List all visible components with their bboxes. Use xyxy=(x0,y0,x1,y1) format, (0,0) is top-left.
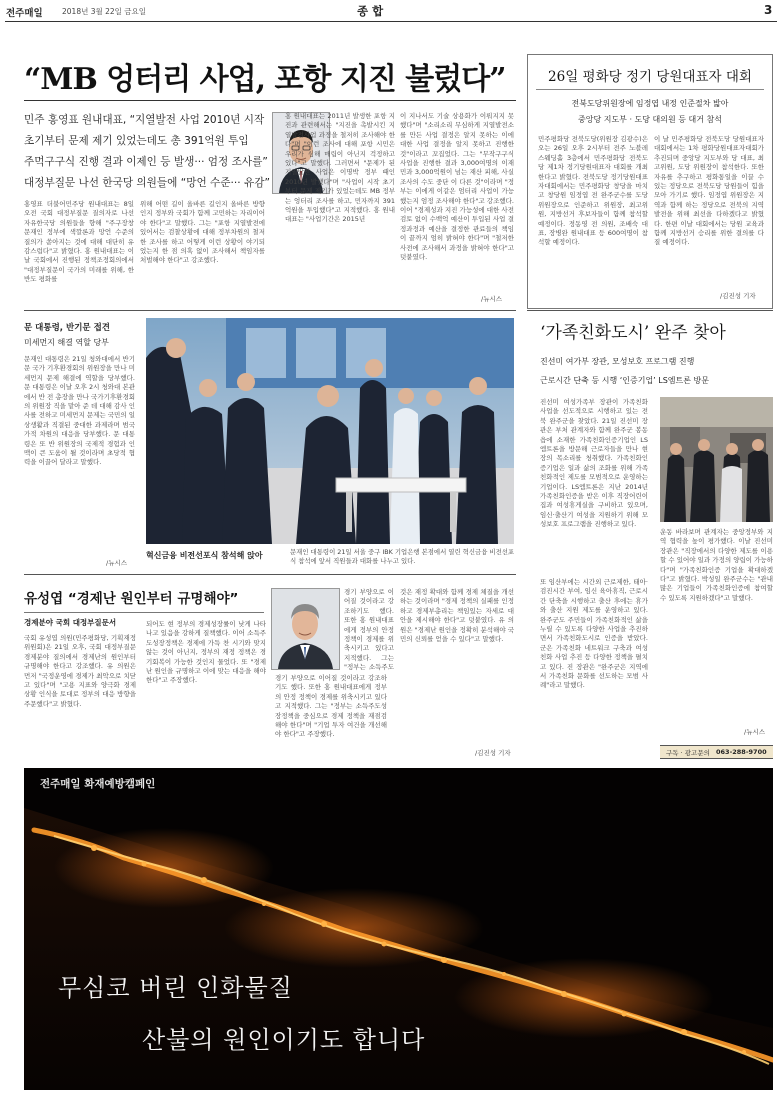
row-divider xyxy=(24,310,516,311)
party-title: 26일 평화당 정기 당원대표자 대회 xyxy=(548,69,752,85)
family-body-col-3: 운동 바라보며 관계자는 중앙정부와 지역 협력을 높이 평가했다. 이날 진선미 장관은 "직장에서의 다양한 제도를 이용할 수 있어야 일과 가정의 양립이 가능하다"며 "가족친화인증 기업을 확대하겠다"고 밝혔다. 박성일 완주군수는 "관내 많은 기업들이 가족친화인증에 참여할 수 있도록 지원하겠다"고 말했다. xyxy=(660,528,773,602)
row-divider xyxy=(24,574,516,575)
moon-photo-caption-label: 혁신금융 비전선포식 참석해 앉아 xyxy=(146,551,263,560)
party-body-col-2: 이 날 민주평화당 전북도당 당원대표자 대회에서는 1차 평화당원대표자대회가 추진되며 중앙당 지도부와 당 대표, 최고위원, 도당 위원장이 참석한다. 또한 자유를 추구하고 평화통일을 이끌 수 있는 정당으로 전북도당 당원들이 힘을 모아 가기로 했다. 임정엽 위원장은 지역과 함께 하는 정당으로 전북의 지역 발전을 위해 최선을 다하겠다고 밝혔다. 한편 이날 대회에서는 당원 교육과 함께 지방선거 승리를 위한 결의를 다질 예정이다. xyxy=(654,135,764,247)
party-subhead: 중앙당 지도부 · 도당 대의원 등 대거 참석 xyxy=(578,115,722,124)
yu-portrait-photo xyxy=(271,588,340,670)
mb-body-col-1: 홍영표 더불어민주당 원내대표는 8일 오전 국회 대정부질문 질의자로 나선 자유한국당 의원들을 향해 "주구장창 문재인 정부에 색깔론과 망언 수준의 질의가 쏟아지는 것에 대해 대단히 유감스럽다"고 밝혔다. 홍 원내대표는 이날 국회에서 진행된 정책조정회의에서 "대정부질문이 국가의 미래를 위해, 한반도 평화를 xyxy=(24,200,134,284)
campaign-title: 전주매일 화재예방캠페인 xyxy=(40,778,156,790)
issue-date: 2018년 3월 22일 금요일 xyxy=(62,7,147,16)
yu-body-col-4: 것은 재정 확대와 함께 경제 체질을 개선하는 것이라며 "경제 정책의 실패를 인정하고 경제부총리는 책임있는 자세로 대안을 제시해야 한다"고 덧붙였다. 유 의원은 "경제난 원인을 정확히 분석해야 국민의 신뢰를 얻을 수 있다"고 말했다. xyxy=(400,588,514,644)
moon-subhead: 미세먼지 해결 역할 당부 xyxy=(24,338,109,347)
moon-photo-caption: 문재인 대통령이 21일 서울 중구 IBK 기업은행 본점에서 열린 혁신금융 비전선포식 참석에 앞서 직원들과 대화를 나누고 있다. xyxy=(290,548,515,565)
subscribe-phone: 063-288-9700 xyxy=(716,748,767,756)
yu-headline-rule xyxy=(24,612,264,613)
family-visit-photo xyxy=(660,397,773,522)
moon-meeting-photo xyxy=(146,318,514,544)
yu-headline: 유성엽 “경제난 원인부터 규명해야” xyxy=(24,591,239,607)
moon-byline: /뉴시스 xyxy=(106,559,128,567)
moon-body: 문재인 대통령은 21일 청와대에서 반기문 국가 기후환경회의 위원장을 만나 미세먼지 문제 해결에 역할을 당부했다. 문 대통령은 이날 오후 2시 청와대 본관에서 반 전 총장을 만나 국가기후환경회의 위원장 직을 맡아 준 데 대해 감사 인사를 전하고 미세먼지 문제는 국민의 일상생활과 직결된 중대한 과제라며 범국가적 차원의 대응을 당부했다. 문 대통령은 또 반 위원장의 국제적 경험과 인맥이 큰 도움이 될 것이라며 초당적 협력을 이끌어 달라고 말했다. xyxy=(24,355,135,467)
section-name: 종 합 xyxy=(357,4,384,18)
yu-subhead: 경제분야 국회 대정부질문서 xyxy=(24,618,117,627)
family-subhead: 근로시간 단축 등 시행 ‘인증기업’ LS엠트론 방문 xyxy=(540,376,709,385)
masthead-rule xyxy=(5,21,777,22)
family-byline: /뉴시스 xyxy=(744,728,766,736)
mb-subhead-line: 초기부터 문제 제기 있었는데도 총 391억원 투입 xyxy=(24,135,249,147)
mb-subhead-line: 민주 홍영표 원내대표, “지열발전 사업 2010년 시작 xyxy=(24,114,265,126)
mb-headline-rule xyxy=(24,100,516,101)
yu-body-col-1: 국회 유성엽 의원(민주평화당, 기획재정위원회)은 21일 오후, 국회 대정부질문 경제분야 질의에서 경제난의 원인부터 규명해야 한다고 강조했다. 유 의원은 먼저 "국정운영에 경제가 최악으로 치닫고 있다"며 "고용 지표와 양극화 경제 상황 인식을 토대로 정부의 대응 방향을 주문했다"고 밝혔다. xyxy=(24,634,136,708)
party-byline: /김진성 기자 xyxy=(720,292,756,300)
campaign-line-2: 산불의 원인이기도 합니다 xyxy=(142,1026,426,1054)
yu-body-col-3-top: 경기 부양으로 이어질 것이라고 강조하기도 했다. 또한 홍 원내대표에게 정부의 안정 정책이 경제를 위축시키고 있다고 지적했다. 그는 "정부는 소득주도 xyxy=(344,588,394,672)
paper-name: 전주매일 xyxy=(6,8,43,19)
mb-body-col-3: 홍 원내대표는 2011년 발생한 포항 지진과 관련해서는 "지진을 촉발시킨 지열발전사업 과정을 철저히 조사해야 한다"며 "이런 조사에 대해 포항 시민은 우리가 심해 매립이 아닌지 걱정하고 있다"고 말했다. 그러면서 "문제가 된 지열발전 사업은 이명박 정부 때인 2010년 발했다"며 "사업이 시작 초기부터 문제 제기가 있었는데도 MB 정부는 엉터리 조사를 하고, 민자까지 391억원을 투입했다"고 지적했다. 홍 원내대표는 "사업기간은 2015년 xyxy=(285,112,395,224)
yu-body-col-3: 경기 부양으로 이어질 것이라고 강조하기도 했다. 또한 홍 원내대표에게 정부의 안정 정책이 경제를 위축시키고 있다고 지적했다. 그는 "정부는 소득주도성장정책을 중심으로 경제 정책을 재점검해야 한다"며 "기업 투자 여건을 개선해야 한다"고 주장했다. xyxy=(275,674,387,739)
mb-byline: /뉴시스 xyxy=(481,295,503,303)
mb-body-col-2: 위해 어떤 길이 올바른 길인지 올바른 방향인지 정부와 국회가 함께 고민하는 자리이어야 한다"고 말했다. 그는 "포항 지열발전에 있어서는 검찰상황에 대해 정부차원의 철저한 조사를 하고 어떻게 이런 상황이 야기되었는지 한 점 의혹 없이 조사해서 책임자를 처벌해야 한다"고 강조했다. xyxy=(140,200,265,265)
subscribe-label: 구독 · 광고문의 xyxy=(666,749,710,757)
family-body-col-2: 또 임산부에는 시간외 근로제한, 태아·검진시간 부여, 임신 육아휴직, 근로시간 단축을 시행하고 출산 후에는 휴가와 출산 지원 제도를 운영하고 있다. 완주군도 주민들이 가족친화적인 삶을 누릴 수 있도록 다양한 사업을 추진하면서 가족친화도시로 인증을 받았다. 군은 가족친화 네트워크 구축과 여성친화 사업 추진 등 다양한 정책을 펼치고 있다. 진 장관은 "완주군은 지역에서 가족친화 문화를 선도하는 모범 사례"라고 말했다. xyxy=(540,578,648,690)
mb-subhead-line: 주먹구구식 진행 결과 이제인 등 발생··· 엄정 조사를” xyxy=(24,156,268,168)
mb-subhead-block xyxy=(24,110,270,194)
mb-headline: “MB 엉터리 사업, 포항 지진 불렀다” xyxy=(24,62,506,97)
moon-kicker: 문 대통령, 반기문 접견 xyxy=(24,323,111,333)
party-title-rule xyxy=(536,89,764,90)
page-number: 3 xyxy=(764,3,773,17)
subscribe-box xyxy=(660,745,773,759)
mb-body-col-4: 이 지나서도 기술 상용화가 이뤄지지 못했다"며 "소리소리 무심하게 지열발전소를 만든 사업 결정은 알지 못하는 이에 대한 사업 결정을 알지 못하고 진행한 것"이라고 꼬집었다. 그는 "무작구구식 사업을 진행한 결과 3,000여명의 이재민과 3,000억원이 넘는 재산 피해, 사실 조사의 수도 중단 이 다른 것"이라며 "정부는 이에게 이같은 엄터리 사업이 가능했는지 엄정 조사해야 한다"고 강조했다. 이어 "경제성과 지진 가능성에 대한 사전 검토 없이 수백억 예산이 투입된 사업 결정과정과 예산을 결정한 관료들의 책임이 끝까지 엄히 밝혀야 한다"며 "철저한 사전에 조사해서 과정을 밝혀야 한다"고 덧붙였다. xyxy=(400,112,514,262)
yu-byline: /김진성 기자 xyxy=(475,749,511,757)
campaign-line-1: 무심코 버린 인화물질 xyxy=(58,974,293,1002)
mb-subhead-line: 대정부질문 나선 한국당 의원들에 “망언 수준··· 유감” xyxy=(24,177,270,189)
party-box xyxy=(527,54,773,309)
family-body-col-1: 진선미 여성가족부 장관이 가족친화 사업을 선도적으로 시행하고 있는 전북 완주군을 찾았다. 21일 진선미 장관은 부처 관계자와 함께 완주군 봉동읍에 소재한 가족친화인증기업인 LS엠트론을 방문해 근로자들을 만나 현장의 목소리를 청취했다. 가족친화인증기업은 일과 삶의 조화를 위해 가족 친화적인 제도를 모범적으로 운영하는 기업이다. LS엠트론은 지난 2014년 가족친화인증을 받은 이후 직장어린이집과 여성휴게실을 구비하고 있으며, 임신·출산기 여성을 지원하기 위해 모성보호 프로그램을 진행하고 있다. xyxy=(540,398,648,529)
yu-body-col-2: 되어도 현 정부의 경제성장률이 낮게 나타나고 있음을 강하게 질책했다. 이어 소득주도성장정책은 경제에 가득 찬 시기와 맞지 않는 것이 아닌지, 정부의 재정 정책은 경기회복이 가능한 것인지 물었다. 또 "경제난 원인을 규명하고 이에 맞는 대응을 해야 한다"고 주장했다. xyxy=(146,620,266,685)
family-subhead: 진선미 여가부 장관, 모성보호 프로그램 진행 xyxy=(540,357,695,366)
party-subhead: 전북도당위원장에 임정엽 내정 인준절차 밟아 xyxy=(571,99,729,108)
fire-campaign-ad xyxy=(24,768,773,1090)
party-body-col-1: 민주평화당 전북도당(위원장 김광수)은 오는 26일 오후 2시부터 전주 노블레스웨딩홀 3층에서 민주평화당 전북도당 제1차 정기당원대표자 대회를 개최한다고 밝혔다. 전북도당 정기당원대표자대회에서는 민주평화당 창당을 마치고 창당원 임정엽 전 완주군수를 도당위원장으로 인준하고 위원장, 최고위원, 지방선거 후보자들이 함께 참석할 예정이다. 정동영 전 의원, 조배숙 대표, 장병완 원내대표 등 600여명이 참석할 예정이다. xyxy=(538,135,648,247)
row-divider xyxy=(527,310,773,311)
family-headline: ‘가족친화도시’ 완주 찾아 xyxy=(540,323,726,343)
